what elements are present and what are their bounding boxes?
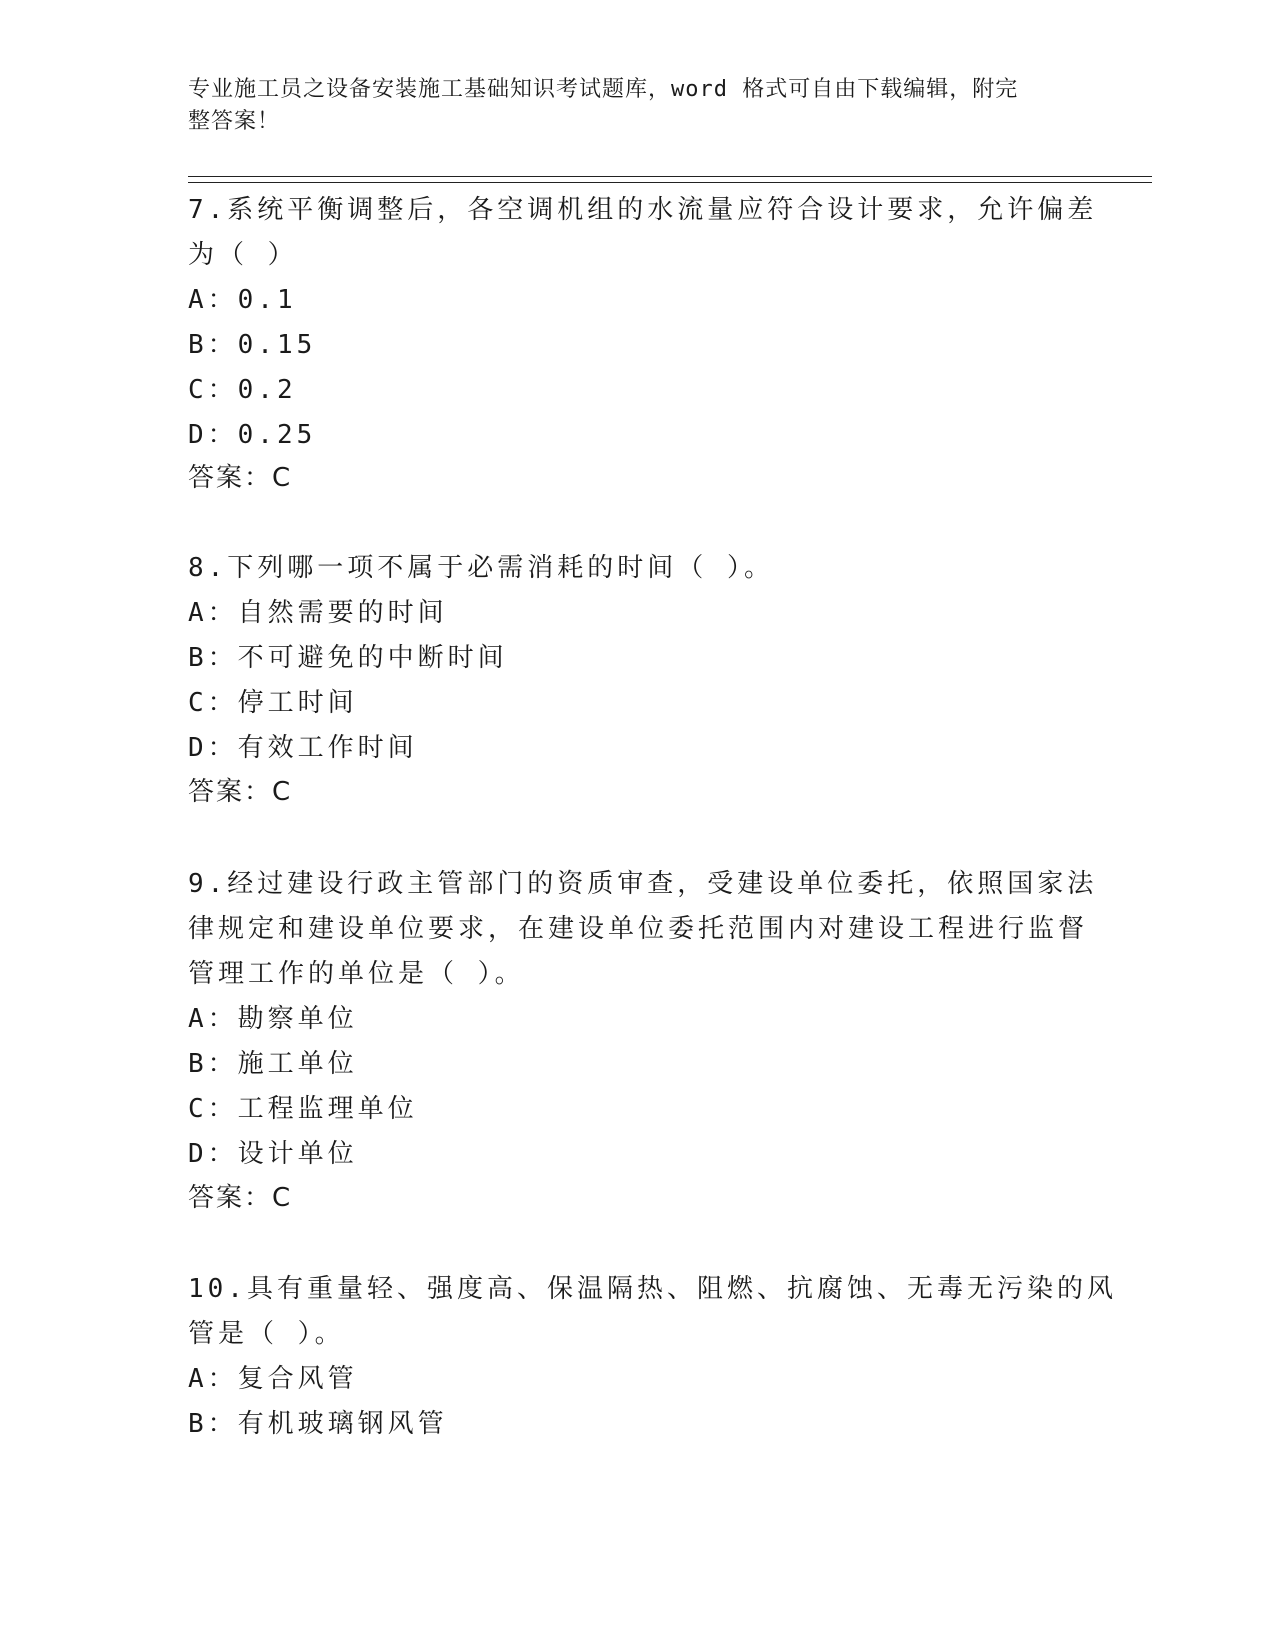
question-stem-line: 7.系统平衡调整后，各空调机组的水流量应符合设计要求，允许偏差 (188, 195, 1098, 225)
header-divider-top (188, 176, 1152, 177)
question-stem-line: 10.具有重量轻、强度高、保温隔热、阻燃、抗腐蚀、无毒无污染的风 (188, 1274, 1117, 1304)
header-line-1: 专业施工员之设备安装施工基础知识考试题库，word 格式可自由下载编辑，附完 (188, 77, 1019, 102)
answer-line: 答案：C (188, 463, 293, 493)
question-stem-line: 管是（ ）。 (188, 1319, 345, 1349)
question-stem-line: 9.经过建设行政主管部门的资质审查，受建设单位委托，依照国家法 (188, 869, 1098, 899)
question-stem-line: 管理工作的单位是（ ）。 (188, 959, 525, 989)
header-divider-bottom (188, 182, 1152, 183)
question-stem-line: 8.下列哪一项不属于必需消耗的时间（ ）。 (188, 553, 774, 583)
option-d: D：0.25 (188, 420, 317, 450)
option-a: A：复合风管 (188, 1364, 358, 1394)
question-stem-line: 为（ ） (188, 240, 298, 270)
option-b: B：0.15 (188, 330, 317, 360)
option-d: D：有效工作时间 (188, 733, 418, 763)
document-header (188, 74, 1068, 138)
answer-line: 答案：C (188, 1183, 293, 1213)
option-d: D：设计单位 (188, 1139, 358, 1169)
option-c: C：停工时间 (188, 688, 358, 718)
option-b: B：有机玻璃钢风管 (188, 1409, 448, 1439)
option-a: A：勘察单位 (188, 1004, 358, 1034)
option-c: C：0.2 (188, 375, 297, 405)
option-b: B：不可避免的中断时间 (188, 643, 508, 673)
question-stem-line: 律规定和建设单位要求，在建设单位委托范围内对建设工程进行监督 (188, 914, 1089, 944)
answer-line: 答案：C (188, 777, 293, 807)
header-line-2: 整答案！ (188, 109, 281, 134)
option-c: C：工程监理单位 (188, 1094, 418, 1124)
option-a: A：自然需要的时间 (188, 598, 448, 628)
option-b: B：施工单位 (188, 1049, 358, 1079)
option-a: A：0.1 (188, 285, 297, 315)
